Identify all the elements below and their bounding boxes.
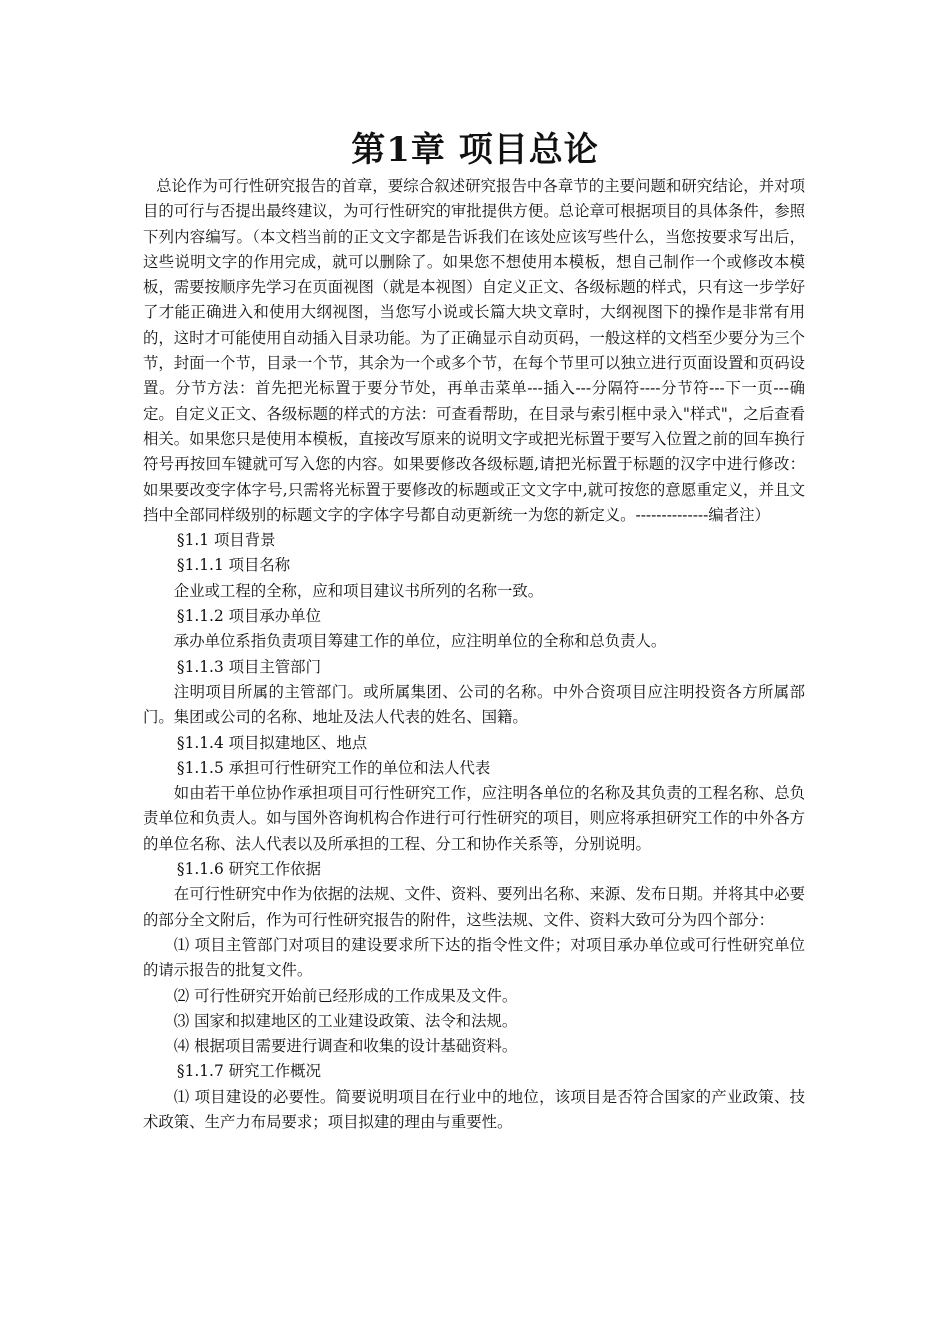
list-item: ⑷ 根据项目需要进行调查和收集的设计基础资料。 (173, 1037, 518, 1056)
list-item: ⑴ 项目建设的必要性。简要说明项目在行业中的地位，该项目是否符合国家的产业政策、技术政策、生产力布局要求；项目拟建的理由与重要性。 (143, 1087, 805, 1131)
section-heading-1-1-2: §1.1.2 项目承办单位 (176, 607, 321, 626)
section-heading-1-1-6: §1.1.6 研究工作依据 (176, 860, 321, 879)
section-heading-1-1-4: §1.1.4 项目拟建地区、地点 (176, 733, 368, 752)
section-heading-1-1-3: §1.1.3 项目主管部门 (176, 657, 321, 676)
chapter-title: 第1章 项目总论 (351, 130, 599, 170)
section-heading-1-1-7: §1.1.7 研究工作概况 (176, 1062, 321, 1081)
section-heading-1-1-1: §1.1.1 项目名称 (176, 556, 291, 575)
intro-paragraph: 总论作为可行性研究报告的首章，要综合叙述研究报告中各章节的主要问题和研究结论，并对项目的可行与否提出最终建议，为可行性研究的审批提供方便。总论章可根据项目的具体条件，参照下列内容编写。（本文档当前的正文文字都是告诉我们在该处应该写些什么，当您按要求写出后，这些说明文字的作用完成，就可以删除了。如果您不想使用本模板，想自己制作一个或修改本模板，需要按顺序先学习在页面视图（就是本视图）自定义正文、各级标题的样式，只有这一步学好了才能正确进入和使用大纲视图，当您写小说或长篇大块文章时，大纲视图下的操作是非常有用的，这时才可能使用自动插入目录功能。为了正确显示自动页码，一般这样的文档至少要分为三个节，封面一个节，目录一个节，其余为一个或多个节，在每个节里可以独立进行页面设置和页码设置。分节方法：首先把光标置于要分节处，再单击菜单---插入---分隔符----分节符---下一页---确定。自定义正文、各级标题的样式的方法：可查看帮助，在目录与索引框中录入"样式"，之后查看相关。如果您只是使用本模板，直接改写原来的说明文字或把光标置于要写入位置之前的回车换行符号再按回车键就可写入您的内容。如果要修改各级标题,请把光标置于标题的汉字中进行修改：如果要改变字体字号,只需将光标置于要修改的标题或正文文字中,就可按您的意愿重定义，并且文挡中全部同样级别的标题文字的字体字号都自动更新统一为您的新定义。--------------编者注） (143, 177, 805, 524)
list-item: ⑶ 国家和拟建地区的工业建设政策、法令和法规。 (173, 1011, 518, 1030)
list-item: ⑴ 项目主管部门对项目的建设要求所下达的指令性文件；对项目承办单位或可行性研究单位的请示报告的批复文件。 (143, 935, 805, 980)
section-text-1-1-6: 在可行性研究中作为依据的法规、文件、资料、要列出名称、来源、发布日期。并将其中必要的部分全文附后，作为可行性研究报告的附件，这些法规、文件、资料大致可分为四个部分： (143, 885, 805, 929)
section-text-1-1-2: 承办单位系指负责项目筹建工作的单位，应注明单位的全称和总负责人。 (173, 632, 667, 651)
section-text-1-1-3: 注明项目所属的主管部门。或所属集团、公司的名称。中外合资项目应注明投资各方所属部门。集团或公司的名称、地址及法人代表的姓名、国籍。 (143, 682, 805, 727)
section-heading-1-1-5: §1.1.5 承担可行性研究工作的单位和法人代表 (176, 758, 491, 777)
section-text-1-1-1: 企业或工程的全称，应和项目建议书所列的名称一致。 (173, 581, 544, 600)
section-heading-1-1: §1.1 项目背景 (176, 531, 276, 550)
section-text-1-1-5: 如由若干单位协作承担项目可行性研究工作，应注明各单位的名称及其负责的工程名称、总负责单位和负责人。如与国外咨询机构合作进行可行性研究的项目，则应将承担研究工作的中外各方的单位名称、法人代表以及所承担的工程、分工和协作关系等，分别说明。 (143, 784, 805, 853)
document-body (143, 174, 805, 1135)
list-item: ⑵ 可行性研究开始前已经形成的工作成果及文件。 (173, 986, 518, 1005)
